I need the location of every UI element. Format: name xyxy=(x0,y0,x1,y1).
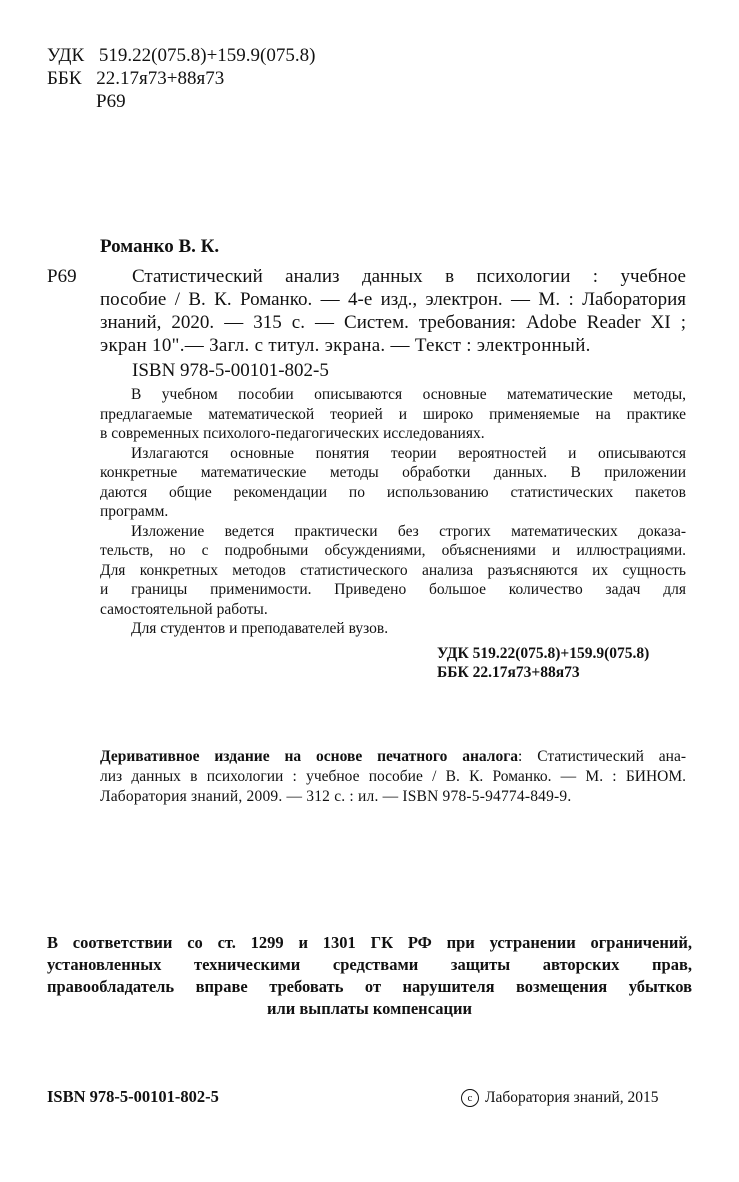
derivative-line-2: лиз данных в психологии : учебное пособие / В. К. Романко. — М. : БИНОМ. xyxy=(100,768,686,785)
annotation-line-8: Изложение ведется практически без строгих математических доказа- xyxy=(131,523,686,540)
annotation-line-4: Излагаются основные понятия теории вероятностей и описываются xyxy=(131,445,686,462)
annotation-line-13: Для студентов и преподавателей вузов. xyxy=(131,620,389,637)
header-bbk xyxy=(47,67,224,91)
derivative-label: Деривативное издание на основе печатного аналога xyxy=(100,748,519,765)
record-author-sign: Р69 xyxy=(47,266,77,287)
legal-line-4: или выплаты компенсации xyxy=(267,999,472,1018)
annotation-line-11: и границы применимости. Приведено большое количество задач для xyxy=(100,581,686,598)
derivative-line-1-rest: : Статистический ана- xyxy=(518,748,686,765)
header-udk-label: УДК xyxy=(47,45,85,66)
record-author: Романко В. К. xyxy=(100,236,220,257)
annotation-line-5: конкретные математические методы обработки данных. В приложении xyxy=(100,464,686,481)
record-description-line-3: знаний, 2020. — 315 с. — Систем. требования: Adobe Reader XI ; xyxy=(100,312,686,333)
header-author-sign: Р69 xyxy=(96,91,126,112)
legal-line-3: правообладатель вправе требовать от нарушителя возмещения убытков xyxy=(47,977,692,996)
legal-line-1: В соответствии со ст. 1299 и 1301 ГК РФ при устранении ограничений, xyxy=(47,933,692,952)
classification-bbk: ББК 22.17я73+88я73 xyxy=(437,664,580,681)
legal-line-2: установленных техническими средствами защиты авторских прав, xyxy=(47,955,692,974)
record-description-line-1: Статистический анализ данных в психологии : учебное xyxy=(132,266,686,287)
copyright-icon: c xyxy=(461,1089,479,1107)
record-description-line-2: пособие / В. К. Романко. — 4-е изд., электрон. — М. : Лаборатория xyxy=(100,289,686,310)
annotation-line-1: В учебном пособии описываются основные математические методы, xyxy=(131,386,686,403)
annotation-line-3: в современных психолого-педагогических исследованиях. xyxy=(100,425,485,442)
derivative-line-3: Лаборатория знаний, 2009. — 312 с. : ил. — ISBN 978-5-94774-849-9. xyxy=(100,788,572,805)
footer-copyright xyxy=(461,1088,659,1108)
footer-copyright-text: Лаборатория знаний, 2015 xyxy=(485,1089,659,1106)
record-description-line-4: экран 10".— Загл. с титул. экрана. — Текст : электронный. xyxy=(100,335,591,356)
record-isbn: ISBN 978-5-00101-802-5 xyxy=(132,360,329,381)
classification-udk: УДК 519.22(075.8)+159.9(075.8) xyxy=(437,645,650,662)
header-udk xyxy=(47,44,315,68)
derivative-line-1 xyxy=(100,747,686,767)
annotation-line-12: самостоятельной работы. xyxy=(100,601,268,618)
header-udk-value: 519.22(075.8)+159.9(075.8) xyxy=(98,45,316,66)
annotation-line-10: Для конкретных методов статистического анализа разъясняются их сущность xyxy=(100,562,686,579)
annotation-line-2: предлагаемые математической теорией и широко применяемые на практике xyxy=(100,406,686,423)
annotation-line-7: программ. xyxy=(100,503,169,520)
footer-isbn: ISBN 978-5-00101-802-5 xyxy=(47,1087,219,1106)
header-bbk-value: 22.17я73+88я73 xyxy=(96,68,225,89)
annotation-line-6: даются общие рекомендации по использованию статистических пакетов xyxy=(100,484,686,501)
annotation-line-9: тельств, но с подробными обсуждениями, объяснениями и иллюстрациями. xyxy=(100,542,686,559)
header-bbk-label: ББК xyxy=(47,68,82,89)
